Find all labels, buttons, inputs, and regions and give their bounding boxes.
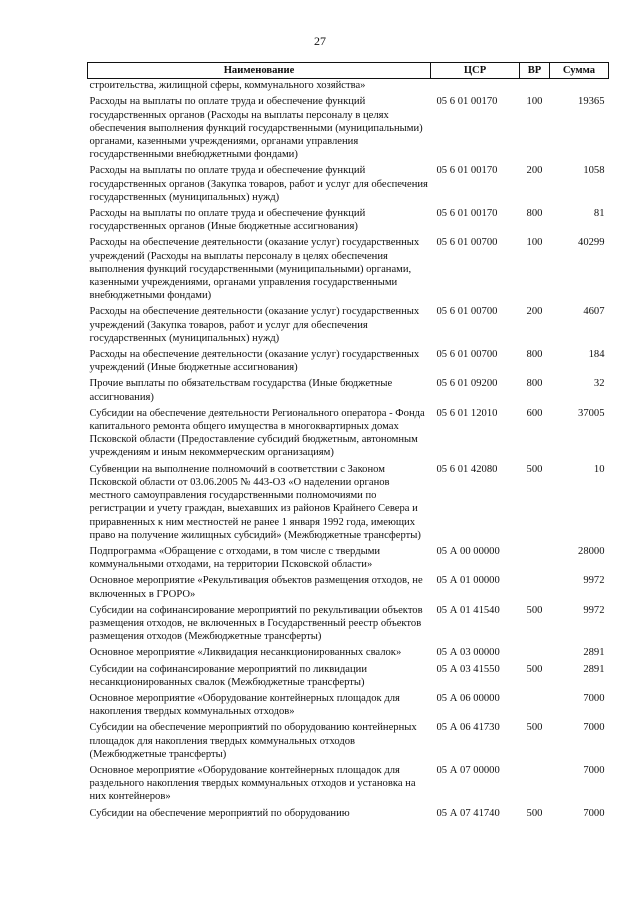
row-name-cell: Расходы на выплаты по оплате труда и обеспечение функций государственных органов (Иные бюджетные ассигнования) [89, 208, 366, 233]
row-vr-cell [520, 573, 550, 602]
row-csr-cell: 05 6 01 00170 [436, 208, 498, 220]
row-vr-cell [520, 79, 550, 95]
row-sum-cell: 28000 [578, 545, 605, 557]
row-name-cell: Расходы на выплаты по оплате труда и обеспечение функций государственных органов (Расходы на выплаты персоналу в целях обеспечения выполнения функций государственными (муниципальными) органами, казенными учреждениями, органами управления государственными внебюджетными фондами) [89, 96, 423, 161]
table-row [88, 406, 609, 462]
row-csr-cell [431, 79, 520, 95]
row-vr-cell [520, 645, 550, 661]
row-sum-cell [550, 79, 609, 95]
column-header-vr: ВР [520, 63, 550, 79]
row-csr-cell: 05 А 06 00000 [436, 692, 500, 704]
row-sum-cell: 7000 [583, 764, 605, 776]
row-vr-cell: 100 [526, 96, 543, 108]
row-csr-cell: 05 6 01 00700 [436, 237, 498, 249]
table-row [88, 376, 609, 405]
row-name-cell: Подпрограмма «Обращение с отходами, в том числе с твердыми коммунальными отходами, на территории Псковской области» [89, 545, 381, 571]
row-sum-cell: 81 [593, 208, 605, 220]
row-sum-cell: 7000 [583, 692, 605, 704]
row-name-cell: Расходы на обеспечение деятельности (оказание услуг) государственных учреждений (Закупка товаров, работ и услуг для обеспечения государственных (муниципальных) нужд) [89, 306, 420, 344]
row-vr-cell: 800 [526, 349, 543, 361]
row-csr-cell: 05 А 07 41740 [436, 807, 500, 819]
row-sum-cell: 10 [593, 463, 605, 475]
table-row [88, 806, 609, 822]
row-sum-cell: 7000 [583, 807, 605, 819]
table-row [88, 94, 609, 163]
row-vr-cell: 800 [526, 208, 543, 220]
row-name-cell: Основное мероприятие «Рекультивация объектов размещения отходов, не включенных в ГРОРО» [89, 575, 423, 600]
row-csr-cell: 05 6 01 00700 [436, 306, 498, 318]
row-vr-cell: 600 [526, 407, 543, 419]
row-csr-cell: 05 6 01 00170 [436, 165, 498, 177]
row-csr-cell: 05 6 01 42080 [436, 463, 498, 475]
row-name-cell: Прочие выплаты по обязательствам государства (Иные бюджетные ассигнования) [89, 378, 393, 403]
row-vr-cell [520, 691, 550, 720]
table-row [88, 462, 609, 544]
row-vr-cell: 500 [526, 604, 543, 616]
row-name-cell: Расходы на обеспечение деятельности (оказание услуг) государственных учреждений (Расходы на выплаты персоналу в целях обеспечения выполнения функций государственными (муниципальными) органами, казенными учреждениями, органами управления государственными внебюджетными фондами) [89, 237, 420, 302]
row-csr-cell: 05 А 00 00000 [436, 545, 500, 557]
column-header-csr: ЦСР [431, 63, 520, 79]
table-row [88, 603, 609, 646]
row-vr-cell: 200 [526, 306, 543, 318]
row-sum-cell: 184 [588, 349, 605, 361]
row-name-cell: Субсидии на софинансирование мероприятий по ликвидации несанкционированных свалок (Межбюджетные трансферты) [89, 663, 368, 688]
budget-table [87, 62, 609, 822]
row-sum-cell: 40299 [578, 237, 605, 249]
table-row [88, 573, 609, 602]
row-sum-cell: 1058 [583, 165, 605, 177]
row-vr-cell: 800 [526, 378, 543, 390]
row-sum-cell: 4607 [583, 306, 605, 318]
row-name-cell: строительства, жилищной сферы, коммунального хозяйства» [89, 80, 366, 92]
row-sum-cell: 37005 [578, 407, 605, 419]
row-csr-cell: 05 А 01 41540 [436, 604, 500, 616]
row-vr-cell [520, 544, 550, 573]
table-row [88, 544, 609, 573]
row-vr-cell: 500 [526, 463, 543, 475]
table-row [88, 206, 609, 235]
row-vr-cell: 500 [526, 722, 543, 734]
row-name-cell: Субвенции на выполнение полномочий в соответствии с Законом Псковской области от 03.06.2005 № 443-ОЗ «О наделении органов местного самоуправления государственными полномочиями по регистрации и учету граждан, выехавших из районов Крайнего Севера и приравненных к ним местностей не ранее 1 января 1992 года, имеющих право на получение жилищных субсидий» (Межбюджетные трансферты) [89, 463, 421, 541]
column-header-sum: Сумма [550, 63, 609, 79]
table-row [88, 304, 609, 347]
row-csr-cell: 05 А 03 41550 [436, 663, 500, 675]
row-csr-cell: 05 А 06 41730 [436, 722, 500, 734]
row-csr-cell: 05 А 03 00000 [436, 647, 500, 659]
row-name-cell: Расходы на выплаты по оплате труда и обеспечение функций государственных органов (Закупка товаров, работ и услуг для обеспечения государственных (муниципальных) нужд) [89, 165, 428, 203]
column-header-name: Наименование [88, 63, 431, 79]
table-row [88, 720, 609, 763]
table-row [88, 347, 609, 376]
row-csr-cell: 05 6 01 12010 [436, 407, 498, 419]
row-name-cell: Субсидии на софинансирование мероприятий по рекультивации объектов размещения отходов, не включенных в Государственный реестр объектов размещения отходов (Межбюджетные трансферты) [89, 604, 423, 643]
table-row [88, 763, 609, 806]
row-vr-cell: 500 [526, 663, 543, 675]
row-sum-cell: 32 [593, 378, 605, 390]
row-name-cell: Субсидии на обеспечение мероприятий по оборудованию контейнерных площадок для накопления твердых коммунальных отходов (Межбюджетные трансферты) [89, 722, 417, 760]
page-number: 27 [314, 34, 326, 48]
row-name-cell: Основное мероприятие «Ликвидация несанкционированных свалок» [89, 647, 402, 659]
row-sum-cell: 2891 [583, 663, 605, 675]
row-name-cell: Субсидии на обеспечение деятельности Регионального оператора - Фонда капитального ремонта общего имущества в многоквартирных домах Псковской области (Предоставление субсидий бюджетным, автономным учреждениям и иным некоммерческим организациям) [89, 407, 425, 459]
row-name-cell: Основное мероприятие «Оборудование контейнерных площадок для накопления твердых коммунальных отходов» [89, 692, 400, 718]
row-csr-cell: 05 А 01 00000 [436, 575, 500, 587]
row-sum-cell: 9972 [583, 575, 605, 587]
row-sum-cell: 9972 [583, 604, 605, 616]
table-row [88, 79, 609, 95]
table-row [88, 645, 609, 661]
table-row [88, 662, 609, 691]
row-csr-cell: 05 6 01 00170 [436, 96, 498, 108]
row-csr-cell: 05 А 07 00000 [436, 764, 500, 776]
row-name-cell: Субсидии на обеспечение мероприятий по оборудованию [89, 807, 350, 819]
row-sum-cell: 19365 [578, 96, 605, 108]
table-row [88, 235, 609, 304]
row-vr-cell: 200 [526, 165, 543, 177]
row-vr-cell: 100 [526, 237, 543, 249]
row-csr-cell: 05 6 01 09200 [436, 378, 498, 390]
row-sum-cell: 7000 [583, 722, 605, 734]
row-name-cell: Основное мероприятие «Оборудование контейнерных площадок для раздельного накопления твердых коммунальных отходов и установка на них контейнеров» [89, 764, 416, 803]
table-row [88, 691, 609, 720]
table-header-row [88, 63, 609, 79]
row-csr-cell: 05 6 01 00700 [436, 349, 498, 361]
row-name-cell: Расходы на обеспечение деятельности (оказание услуг) государственных учреждений (Иные бюджетные ассигнования) [89, 349, 420, 374]
row-sum-cell: 2891 [583, 647, 605, 659]
table-row [88, 163, 609, 206]
row-vr-cell: 500 [526, 807, 543, 819]
row-vr-cell [520, 763, 550, 806]
